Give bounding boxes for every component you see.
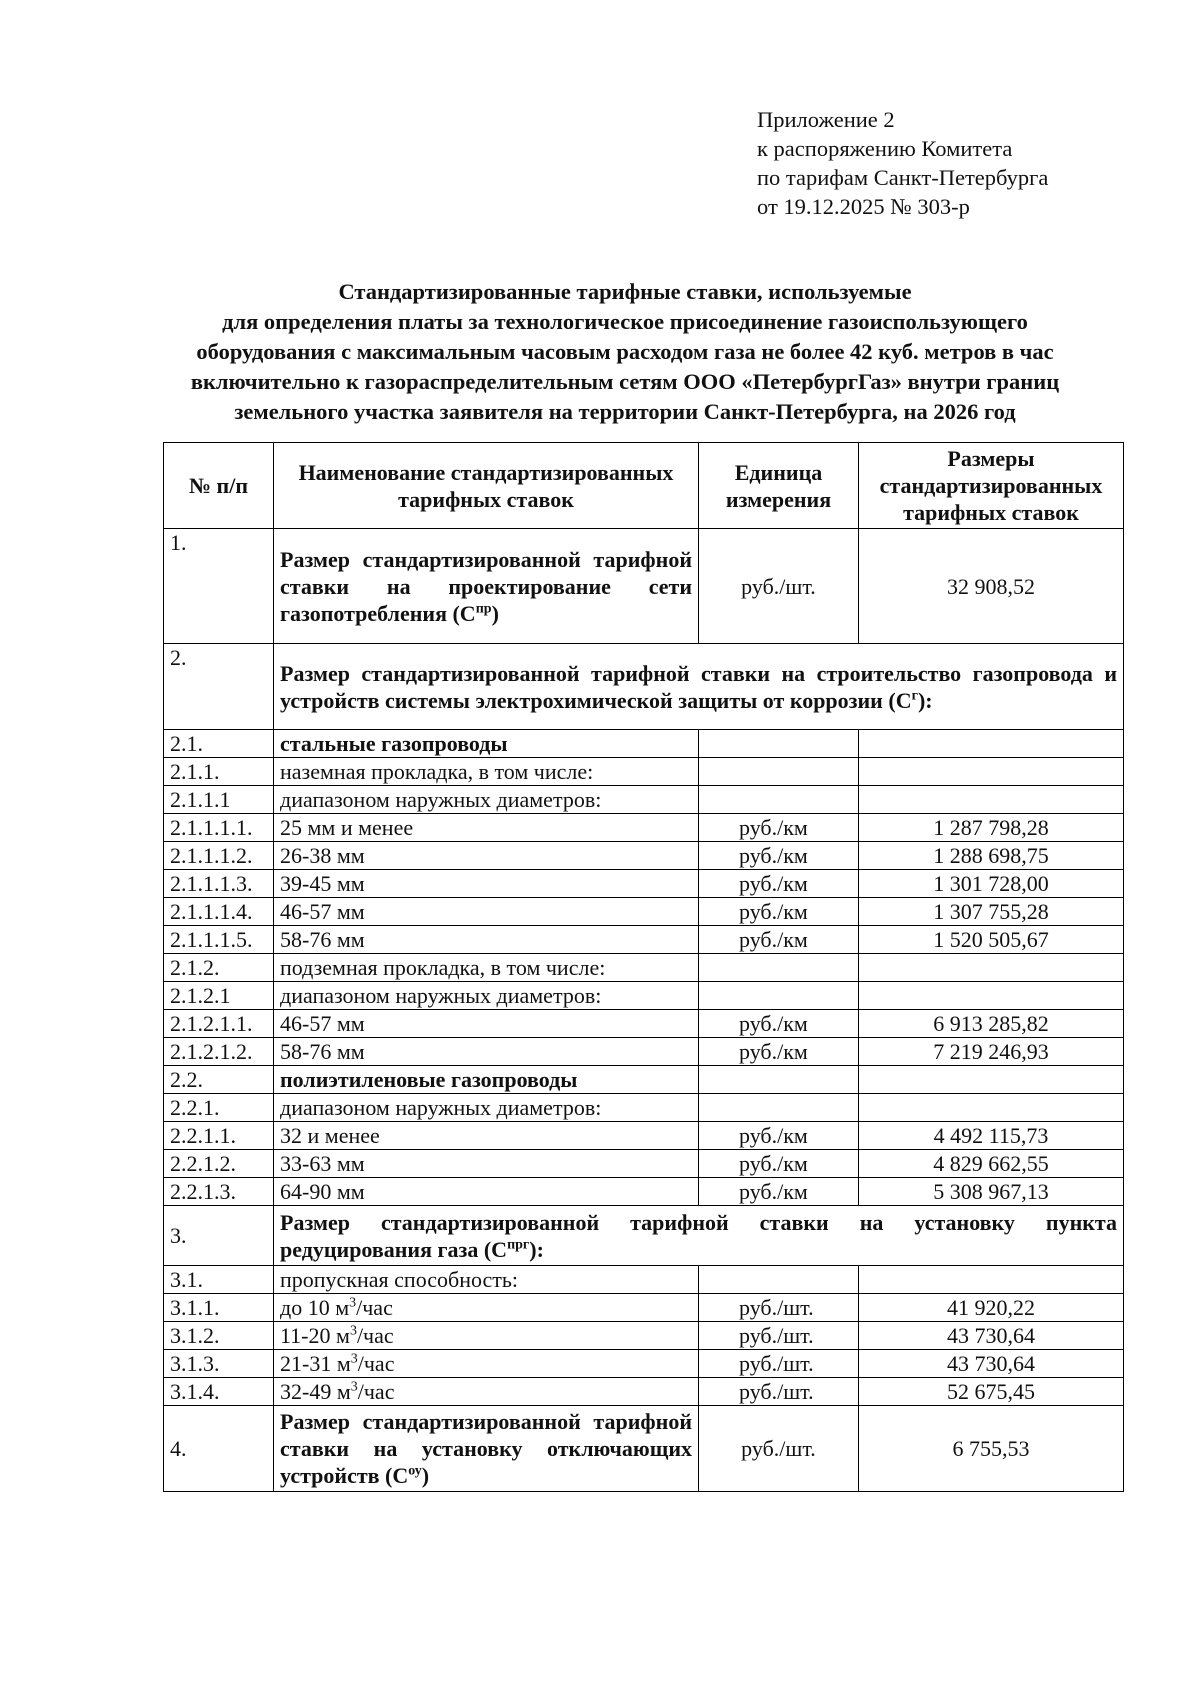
row-name: 33-63 мм — [274, 1150, 699, 1178]
row-value: 1 288 698,75 — [859, 842, 1124, 870]
row-unit: руб./км — [699, 1150, 859, 1178]
row-name: 46-57 мм — [274, 898, 699, 926]
section-2-name: Размер стандартизированной тарифной ставки на строительство газопровода и устройств системы электрохимической защиты от коррозии $(C^г)$: — [274, 644, 1124, 730]
section-3-name: Размер стандартизированной тарифной ставки на установку пункта редуцирования газа $(C^{прг})$: — [274, 1206, 1124, 1266]
appendix-block — [757, 105, 1048, 221]
section-2-row — [164, 644, 1124, 730]
row-unit: руб./км — [699, 842, 859, 870]
row-value: 1 287 798,28 — [859, 814, 1124, 842]
row-value: 4 492 115,73 — [859, 1122, 1124, 1150]
row-num: 2.2.1.2. — [164, 1150, 274, 1178]
row-num: 2.1.1.1.4. — [164, 898, 274, 926]
row-name: 32 и менее — [274, 1122, 699, 1150]
row-value: 43 730,64 — [859, 1322, 1124, 1350]
table-row — [164, 758, 1124, 786]
header-name: Наименование стандартизированных тарифных ставок — [274, 443, 699, 529]
row-unit: руб./км — [699, 898, 859, 926]
row-value — [859, 1094, 1124, 1122]
row-unit: руб./шт. — [699, 1322, 859, 1350]
section-4-value: 6 755,53 — [859, 1406, 1124, 1492]
table-row — [164, 842, 1124, 870]
row-value: 1 301 728,00 — [859, 870, 1124, 898]
row-name: 21-31 $м^3$/час — [274, 1350, 699, 1378]
row-value: 52 675,45 — [859, 1378, 1124, 1406]
header-unit: Единица измерения — [699, 443, 859, 529]
row-unit — [699, 786, 859, 814]
row-value: 6 913 285,82 — [859, 1010, 1124, 1038]
row-num: 2.1.1.1.3. — [164, 870, 274, 898]
row-value — [859, 954, 1124, 982]
title-line-2: для определения платы за технологическое присоединение газоиспользующего — [222, 309, 1028, 334]
row-value: 43 730,64 — [859, 1350, 1124, 1378]
row-num: 2.1.2. — [164, 954, 274, 982]
row-unit: руб./км — [699, 814, 859, 842]
row-name: 58-76 мм — [274, 1038, 699, 1066]
row-num: 2.1.1.1.2. — [164, 842, 274, 870]
row-name: 58-76 мм — [274, 926, 699, 954]
section-4-num: 4. — [164, 1406, 274, 1492]
row-value: 41 920,22 — [859, 1294, 1124, 1322]
row-unit: руб./км — [699, 1010, 859, 1038]
row-num: 3.1.2. — [164, 1322, 274, 1350]
row-name: наземная прокладка, в том числе: — [274, 758, 699, 786]
row-num: 2.2.1.3. — [164, 1178, 274, 1206]
row-num: 2.2.1. — [164, 1094, 274, 1122]
header-value: Размеры стандартизированных тарифных ставок — [859, 443, 1124, 529]
row-value — [859, 982, 1124, 1010]
row-num: 2.1.2.1.2. — [164, 1038, 274, 1066]
table-row — [164, 1150, 1124, 1178]
table-row — [164, 1266, 1124, 1294]
section-1-unit: руб./шт. — [699, 529, 859, 644]
row-num: 3.1. — [164, 1266, 274, 1294]
row-name: 64-90 мм — [274, 1178, 699, 1206]
table-row — [164, 926, 1124, 954]
row-name: диапазоном наружных диаметров: — [274, 982, 699, 1010]
row-num: 2.2.1.1. — [164, 1122, 274, 1150]
row-unit — [699, 1066, 859, 1094]
row-num: 2.1. — [164, 730, 274, 758]
section-4-name: Размер стандартизированной тарифной ставки на установку отключающих устройств $(C^{оу})$ — [274, 1406, 699, 1492]
row-unit — [699, 758, 859, 786]
title-line-5: земельного участка заявителя на территории Санкт-Петербурга, на 2026 год — [234, 399, 1016, 424]
table-header-row — [164, 443, 1124, 529]
row-num: 2.1.2.1.1. — [164, 1010, 274, 1038]
row-name: диапазоном наружных диаметров: — [274, 786, 699, 814]
row-value — [859, 1066, 1124, 1094]
table-row — [164, 1294, 1124, 1322]
row-value: 1 307 755,28 — [859, 898, 1124, 926]
row-unit: руб./км — [699, 1122, 859, 1150]
row-name: 26-38 мм — [274, 842, 699, 870]
appendix-line-2: к распоряжению Комитета — [757, 136, 1013, 161]
row-value: 1 520 505,67 — [859, 926, 1124, 954]
row-value: 4 829 662,55 — [859, 1150, 1124, 1178]
row-name: 46-57 мм — [274, 1010, 699, 1038]
table-row — [164, 1038, 1124, 1066]
document-title — [150, 277, 1100, 427]
appendix-line-4: от 19.12.2025 № 303-р — [757, 194, 970, 219]
row-name: полиэтиленовые газопроводы — [274, 1066, 699, 1094]
row-unit: руб./шт. — [699, 1350, 859, 1378]
section-1-row — [164, 529, 1124, 644]
section-3-num: 3. — [164, 1206, 274, 1266]
row-name: стальные газопроводы — [274, 730, 699, 758]
appendix-line-3: по тарифам Санкт-Петербурга — [757, 165, 1049, 190]
row-num: 3.1.1. — [164, 1294, 274, 1322]
row-unit — [699, 982, 859, 1010]
row-name: 25 мм и менее — [274, 814, 699, 842]
row-num: 2.1.1.1.5. — [164, 926, 274, 954]
row-unit — [699, 954, 859, 982]
section-3-row — [164, 1206, 1124, 1266]
table-row — [164, 1122, 1124, 1150]
row-unit — [699, 1266, 859, 1294]
table-row — [164, 982, 1124, 1010]
row-name: до 10 $м^3$/час — [274, 1294, 699, 1322]
table-row — [164, 1178, 1124, 1206]
row-value — [859, 758, 1124, 786]
table-row — [164, 1322, 1124, 1350]
row-value — [859, 1266, 1124, 1294]
row-unit: руб./км — [699, 1038, 859, 1066]
row-num: 2.2. — [164, 1066, 274, 1094]
table-row — [164, 786, 1124, 814]
row-unit: руб./км — [699, 1178, 859, 1206]
section-4-unit: руб./шт. — [699, 1406, 859, 1492]
title-line-1: Стандартизированные тарифные ставки, используемые — [338, 279, 912, 304]
row-name: 39-45 мм — [274, 870, 699, 898]
table-row — [164, 1350, 1124, 1378]
row-value — [859, 730, 1124, 758]
table-row — [164, 1094, 1124, 1122]
row-name: 32-49 $м^3$/час — [274, 1378, 699, 1406]
row-unit — [699, 730, 859, 758]
table-row — [164, 1010, 1124, 1038]
title-line-4: включительно к газораспределительным сетям ООО «ПетербургГаз» внутри границ — [190, 369, 1060, 394]
table-row — [164, 870, 1124, 898]
row-value: 7 219 246,93 — [859, 1038, 1124, 1066]
header-num: № п/п — [164, 443, 274, 529]
row-unit: руб./км — [699, 926, 859, 954]
section-1-num: 1. — [164, 529, 274, 644]
table-row — [164, 730, 1124, 758]
section-4-row — [164, 1406, 1124, 1492]
row-unit: руб./км — [699, 870, 859, 898]
table-row — [164, 1066, 1124, 1094]
row-value: 5 308 967,13 — [859, 1178, 1124, 1206]
row-num: 2.1.1.1 — [164, 786, 274, 814]
section-2-num: 2. — [164, 644, 274, 730]
table-row — [164, 814, 1124, 842]
row-unit: руб./шт. — [699, 1294, 859, 1322]
row-name: диапазоном наружных диаметров: — [274, 1094, 699, 1122]
row-name: пропускная способность: — [274, 1266, 699, 1294]
section-1-value: 32 908,52 — [859, 529, 1124, 644]
row-num: 2.1.2.1 — [164, 982, 274, 1010]
row-num: 2.1.1.1.1. — [164, 814, 274, 842]
table-row — [164, 1378, 1124, 1406]
row-num: 3.1.4. — [164, 1378, 274, 1406]
row-unit: руб./шт. — [699, 1378, 859, 1406]
title-line-3: оборудования с максимальным часовым расходом газа не более 42 куб. метров в час — [196, 339, 1054, 364]
row-name: подземная прокладка, в том числе: — [274, 954, 699, 982]
table-row — [164, 954, 1124, 982]
section-1-name: Размер стандартизированной тарифной ставки на проектирование сети газопотребления $(C^{пр})$ — [274, 529, 699, 644]
appendix-line-1: Приложение 2 — [757, 107, 895, 132]
row-unit — [699, 1094, 859, 1122]
row-value — [859, 786, 1124, 814]
tariff-table — [163, 442, 1124, 1492]
row-num: 3.1.3. — [164, 1350, 274, 1378]
row-num: 2.1.1. — [164, 758, 274, 786]
row-name: 11-20 $м^3$/час — [274, 1322, 699, 1350]
table-row — [164, 898, 1124, 926]
